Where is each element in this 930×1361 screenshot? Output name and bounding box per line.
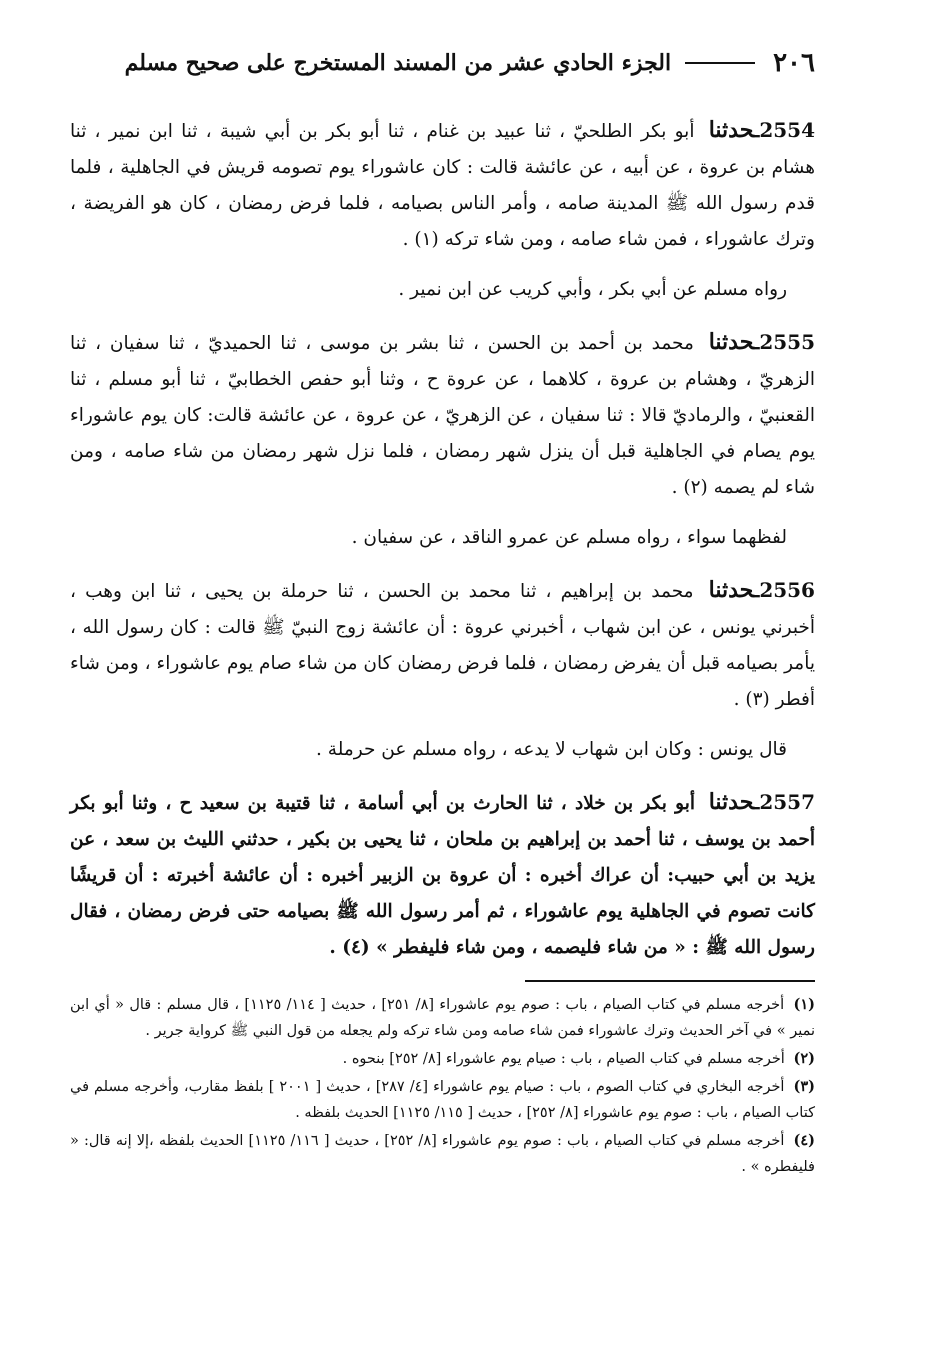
document-page xyxy=(70,40,815,1340)
footnote xyxy=(70,1046,815,1072)
hadith-paragraph: 2555ـحدثنا محمد بن أحمد بن الحسن ، ثنا بشر بن موسى ، ثنا الحميديّ ، ثنا سفيان ، ثنا الزهريّ ، وهشام بن عروة ، كلاهما ، عن عروة ح ، وثنا أبو حفص الخطابيّ ، ثنا أبو مسلم ، ثنا القعنبيّ ، والرماديّ قالا : ثنا سفيان ، عن الزهريّ ، عن عروة ، عن عائشة قالت: كان يوم عاشوراء يوم يصام في الجاهلية قبل أن ينزل شهر رمضان ، فلما نزل شهر رمضان من شاء صامه ، ومن شاء لم يصمه (٢) . xyxy=(70,329,815,498)
hadith-paragraph: 2556ـحدثنا محمد بن إبراهيم ، ثنا محمد بن الحسن ، ثنا حرملة بن يحيى ، ثنا ابن وهب ، أخبرني يونس ، عن ابن شهاب ، أخبرني عروة : أن عائشة زوج النبيّ ﷺ قالت : كان رسول الله ، يأمر بصيامه قبل أن يفرض رمضان ، فلما فرض رمضان كان من شاء صام يوم عاشوراء ، ومن شاء أفطر (٣) . xyxy=(70,577,815,710)
hadith-text: محمد بن إبراهيم ، ثنا محمد بن الحسن ، ثنا حرملة بن يحيى ، ثنا ابن وهب ، أخبرني يونس ، عن ابن شهاب ، أخبرني عروة : أن عائشة زوج النبيّ ﷺ قالت : كان رسول الله ، يأمر بصيامه قبل أن يفرض رمضان ، فلما فرض رمضان كان من شاء صام يوم عاشوراء ، ومن شاء أفطر (٣) . xyxy=(70,581,815,710)
footnote-mark: (٤) xyxy=(793,1132,815,1149)
footnote xyxy=(70,992,815,1044)
header-rule xyxy=(685,62,755,64)
footnote-text: أخرجه البخاري في كتاب الصوم ، باب : صيام يوم عاشوراء [٤/ ٢٨٧] ، حديث [ ٢٠٠١ ] بلفظ مقارب، وأخرجه مسلم في كتاب الصيام ، باب : صوم يوم عاشوراء [٨/ ٢٥٢] ، حديث [ ١١٥/ ١١٢٥] الحديث بلفظه . xyxy=(70,1079,815,1121)
hadith-note: لفظهما سواء ، رواه مسلم عن عمرو الناقد ، عن سفيان . xyxy=(351,527,787,548)
page-number: ٢٠٦ xyxy=(773,48,815,78)
hadith-text: أبو بكر بن خلاد ، ثنا الحارث بن أبي أسامة ، ثنا قتيبة بن سعيد ح ، وثنا أبو بكر أحمد بن يوسف ، ثنا أحمد بن إبراهيم بن ملحان ، ثنا يحيى بن بكير ، حدثني الليث بن سعد ، عن يزيد بن أبي حبيب: أن عراك أخبره : أن عروة بن الزبير أخبره : أن عائشة أخبرته : أن قريشًا كانت تصوم في الجاهلية يوم عاشوراء ، ثم أمر رسول الله ﷺ بصيامه حتى فرض رمضان ، فقال رسول الله ﷺ : « من شاء فليصمه ، ومن شاء فليفطر » (٤) . xyxy=(70,793,815,958)
footnote-text: أخرجه مسلم في كتاب الصيام ، باب : صوم يوم عاشوراء [٨/ ٢٥١] ، حديث [ ١١٤/ ١١٢٥] ، قال مسلم : قال « أي ابن نمير » في آخر الحديث وترك عاشوراء فمن شاء صامه ومن شاء تركه ولم يجعله من قول النبي ﷺ كرواية جرير . xyxy=(70,997,815,1039)
footnote-mark: (٢) xyxy=(793,1050,815,1067)
footnote-rule xyxy=(525,980,815,982)
footnote xyxy=(70,1128,815,1180)
hadith-paragraph: 2554ـحدثنا أبو بكر الطلحيّ ، ثنا عبيد بن غنام ، ثنا أبو بكر بن أبي شيبة ، ثنا ابن نمير ، ثنا هشام بن عروة ، عن أبيه ، عن عائشة قالت : كان عاشوراء يوم تصومه قريش في الجاهلية ، فلما قدم رسول الله ﷺ المدينة صامه ، وأمر الناس بصيامه ، فلما فرض رمضان ، كان هو الفريضة ، وترك عاشوراء ، فمن شاء صامه ، ومن شاء تركه (١) . xyxy=(70,117,815,250)
hadith-lead: حدثنا xyxy=(708,789,754,815)
footnote-text: أخرجه مسلم في كتاب الصيام ، باب : صيام يوم عاشوراء [٨/ ٢٥٢] بنحوه . xyxy=(342,1051,785,1067)
hadith-text: أبو بكر الطلحيّ ، ثنا عبيد بن غنام ، ثنا أبو بكر بن أبي شيبة ، ثنا ابن نمير ، ثنا هشام بن عروة ، عن أبيه ، عن عائشة قالت : كان عاشوراء يوم تصومه قريش في الجاهلية ، فلما قدم رسول الله ﷺ المدينة صامه ، وأمر الناس بصيامه ، فلما فرض رمضان ، كان هو الفريضة ، وترك عاشوراء ، فمن شاء صامه ، ومن شاء تركه (١) . xyxy=(70,121,815,250)
page-body xyxy=(70,112,815,966)
hadith-note: قال يونس : وكان ابن شهاب لا يدعه ، رواه مسلم عن حرملة . xyxy=(316,739,787,760)
footnote-mark: (٣) xyxy=(793,1078,815,1095)
hadith-note: رواه مسلم عن أبي بكر ، وأبي كريب عن ابن نمير . xyxy=(398,279,787,300)
footnotes xyxy=(70,992,815,1180)
hadith-paragraph: 2557ـحدثنا أبو بكر بن خلاد ، ثنا الحارث بن أبي أسامة ، ثنا قتيبة بن سعيد ح ، وثنا أبو بكر أحمد بن يوسف ، ثنا أحمد بن إبراهيم بن ملحان ، ثنا يحيى بن بكير ، حدثني الليث بن سعد ، عن يزيد بن أبي حبيب: أن عراك أخبره : أن عروة بن الزبير أخبره : أن عائشة أخبرته : أن قريشًا كانت تصوم في الجاهلية يوم عاشوراء ، ثم أمر رسول الله ﷺ بصيامه حتى فرض رمضان ، فقال رسول الله ﷺ : « من شاء فليصمه ، ومن شاء فليفطر » (٤) . xyxy=(70,789,815,958)
hadith-lead: حدثنا xyxy=(708,577,754,603)
footnote-text: أخرجه مسلم في كتاب الصيام ، باب : صوم يوم عاشوراء [٨/ ٢٥٢] ، حديث [ ١١٦/ ١١٢٥] الحديث بلفظه ،إلا إنه قال: « فليفطره » . xyxy=(70,1133,815,1175)
hadith-number: 2554 xyxy=(759,118,815,142)
hadith-number: 2556 xyxy=(759,578,815,602)
hadith-number: 2555 xyxy=(759,330,815,354)
page-header xyxy=(70,40,815,86)
footnote-mark: (١) xyxy=(793,996,816,1013)
footnote xyxy=(70,1074,815,1126)
running-title: الجزء الحادي عشر من المسند المستخرج على صحيح مسلم xyxy=(124,50,672,76)
hadith-lead: حدثنا xyxy=(708,117,754,143)
hadith-number: 2557 xyxy=(759,790,815,814)
hadith-lead: حدثنا xyxy=(708,329,754,355)
hadith-text: محمد بن أحمد بن الحسن ، ثنا بشر بن موسى ، ثنا الحميديّ ، ثنا سفيان ، ثنا الزهريّ ، وهشام بن عروة ، كلاهما ، عن عروة ح ، وثنا أبو حفص الخطابيّ ، ثنا أبو مسلم ، ثنا القعنبيّ ، والرماديّ قالا : ثنا سفيان ، عن الزهريّ ، عن عروة ، عن عائشة قالت: كان يوم عاشوراء يوم يصام في الجاهلية قبل أن ينزل شهر رمضان ، فلما نزل شهر رمضان من شاء صامه ، ومن شاء لم يصمه (٢) . xyxy=(70,333,815,498)
